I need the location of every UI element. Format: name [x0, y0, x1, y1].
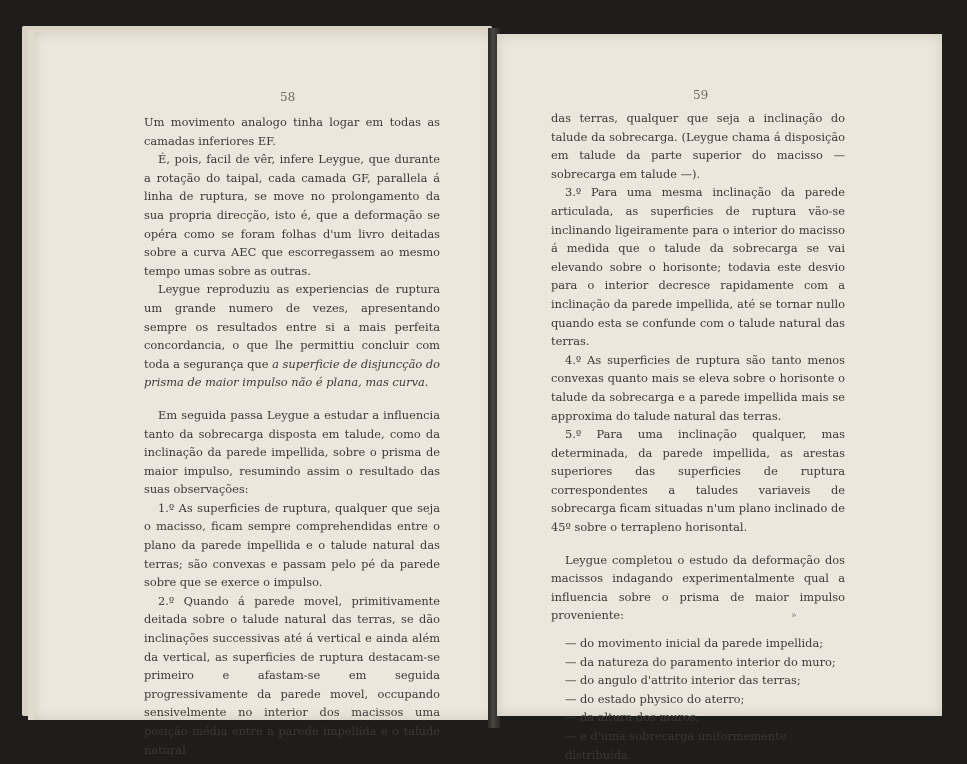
italic-conclusion: a superficie de disjuncção do prisma de maior impulso não é plana, mas curva. — [144, 356, 440, 390]
list-item: — do movimento inicial da parede impellida; — [565, 636, 824, 651]
paragraph: Um movimento analogo tinha logar em todas as camadas inferiores EF. — [144, 115, 440, 148]
paragraph: 4.º As superficies de ruptura são tanto menos convexas quanto mais se eleva sobre o horisonte o talude da sobrecarga e a parede impellida mais se approxima do talude natural das terras. — [551, 352, 845, 423]
list-item: — do angulo d'attrito interior das terras; — [565, 673, 801, 688]
paragraph — [144, 280, 440, 392]
left-page-text — [144, 113, 440, 759]
page-number: 58 — [280, 90, 296, 104]
right-page — [497, 34, 942, 762]
paragraph: Leygue completou o estudo da deformação dos macissos indagando experimentalmente qual a influencia sobre o prisma de maior impulso proveniente: — [551, 552, 845, 623]
paragraph: Em seguida passa Leygue a estudar a influencia tanto da sobrecarga disposta em talude, como da inclinação da parede impellida, sobre o prisma de maior impulso, resumindo assim o resultado das suas observações: — [144, 407, 440, 497]
paragraph: 5.º Para uma inclinação qualquer, mas determinada, da parede impellida, as arestas superiores das superficies de ruptura correspondentes a taludes variaveis de sobrecarga ficam situadas n'um plano inclinado de 45º sobre o terrapleno horisontal. — [551, 427, 845, 535]
paragraph: 1.º As superficies de ruptura, qualquer que seja o macisso, ficam sempre comprehendidas entre o plano da parede impellida e o talude natural das terras; são convexas e passam pelo pé da parede sobre que se exerce o impulso. — [144, 500, 440, 590]
paragraph: das terras, qualquer que seja a inclinação do talude da sobrecarga. (Leygue chama á disposição em talude da parte superior do macisso — sobrecarga em talude —). — [551, 111, 845, 181]
list-item: — e d'uma sobrecarga uniformemente distribuida. — [565, 729, 787, 762]
footer-mark: » — [791, 611, 797, 621]
list-item: — do estado physico do aterro; — [565, 691, 745, 706]
left-page — [34, 32, 494, 757]
influence-list — [551, 634, 845, 764]
right-page-text — [551, 109, 845, 764]
paragraph-text: Leygue reproduziu as experiencias de ruptura um grande numero de vezes, apresentando sempre os resultados entre si a mais perfeita concordancia, o que lhe permittiu concluir com toda a segurança que — [144, 282, 440, 371]
paragraph: É, pois, facil de vêr, infere Leygue, que durante a rotação do taipal, cada camada GF, parallela á linha de ruptura, se move no prolongamento da sua propria direcção, isto é, que a deformação se opéra como se foram folhas d'um livro deitadas sobre a curva AEC que escorregassem ao mesmo tempo umas sobre as outras. — [144, 152, 440, 278]
paragraph: 3.º Para uma mesma inclinação da parede articulada, as superficies de ruptura vão-se inclinando ligeiramente para o interior do macisso á medida que o talude da sobrecarga se vai elevando sobre o horisonte; todavia este desvio para o interior decresce rapidamente com a inclinação da parede impellida, até se tornar nullo quando esta se confunde com o talude natural das terras. — [551, 185, 845, 349]
page-number: 59 — [693, 88, 709, 102]
paragraph: 2.º Quando á parede movel, primitivamente deitada sobre o talude natural das terras, se dão inclinações successivas até á vertical e ainda além da vertical, as superficies de ruptura destacam-se primeiro e afastam-se em seguida progressivamente da parede movel, occupando sensivelmente no interior dos macissos uma posição média entre a parede impellida e o talude natural — [144, 593, 440, 757]
list-item: — da natureza do paramento interior do muro; — [565, 654, 836, 669]
list-item: — da altura dos muros, — [565, 710, 700, 725]
